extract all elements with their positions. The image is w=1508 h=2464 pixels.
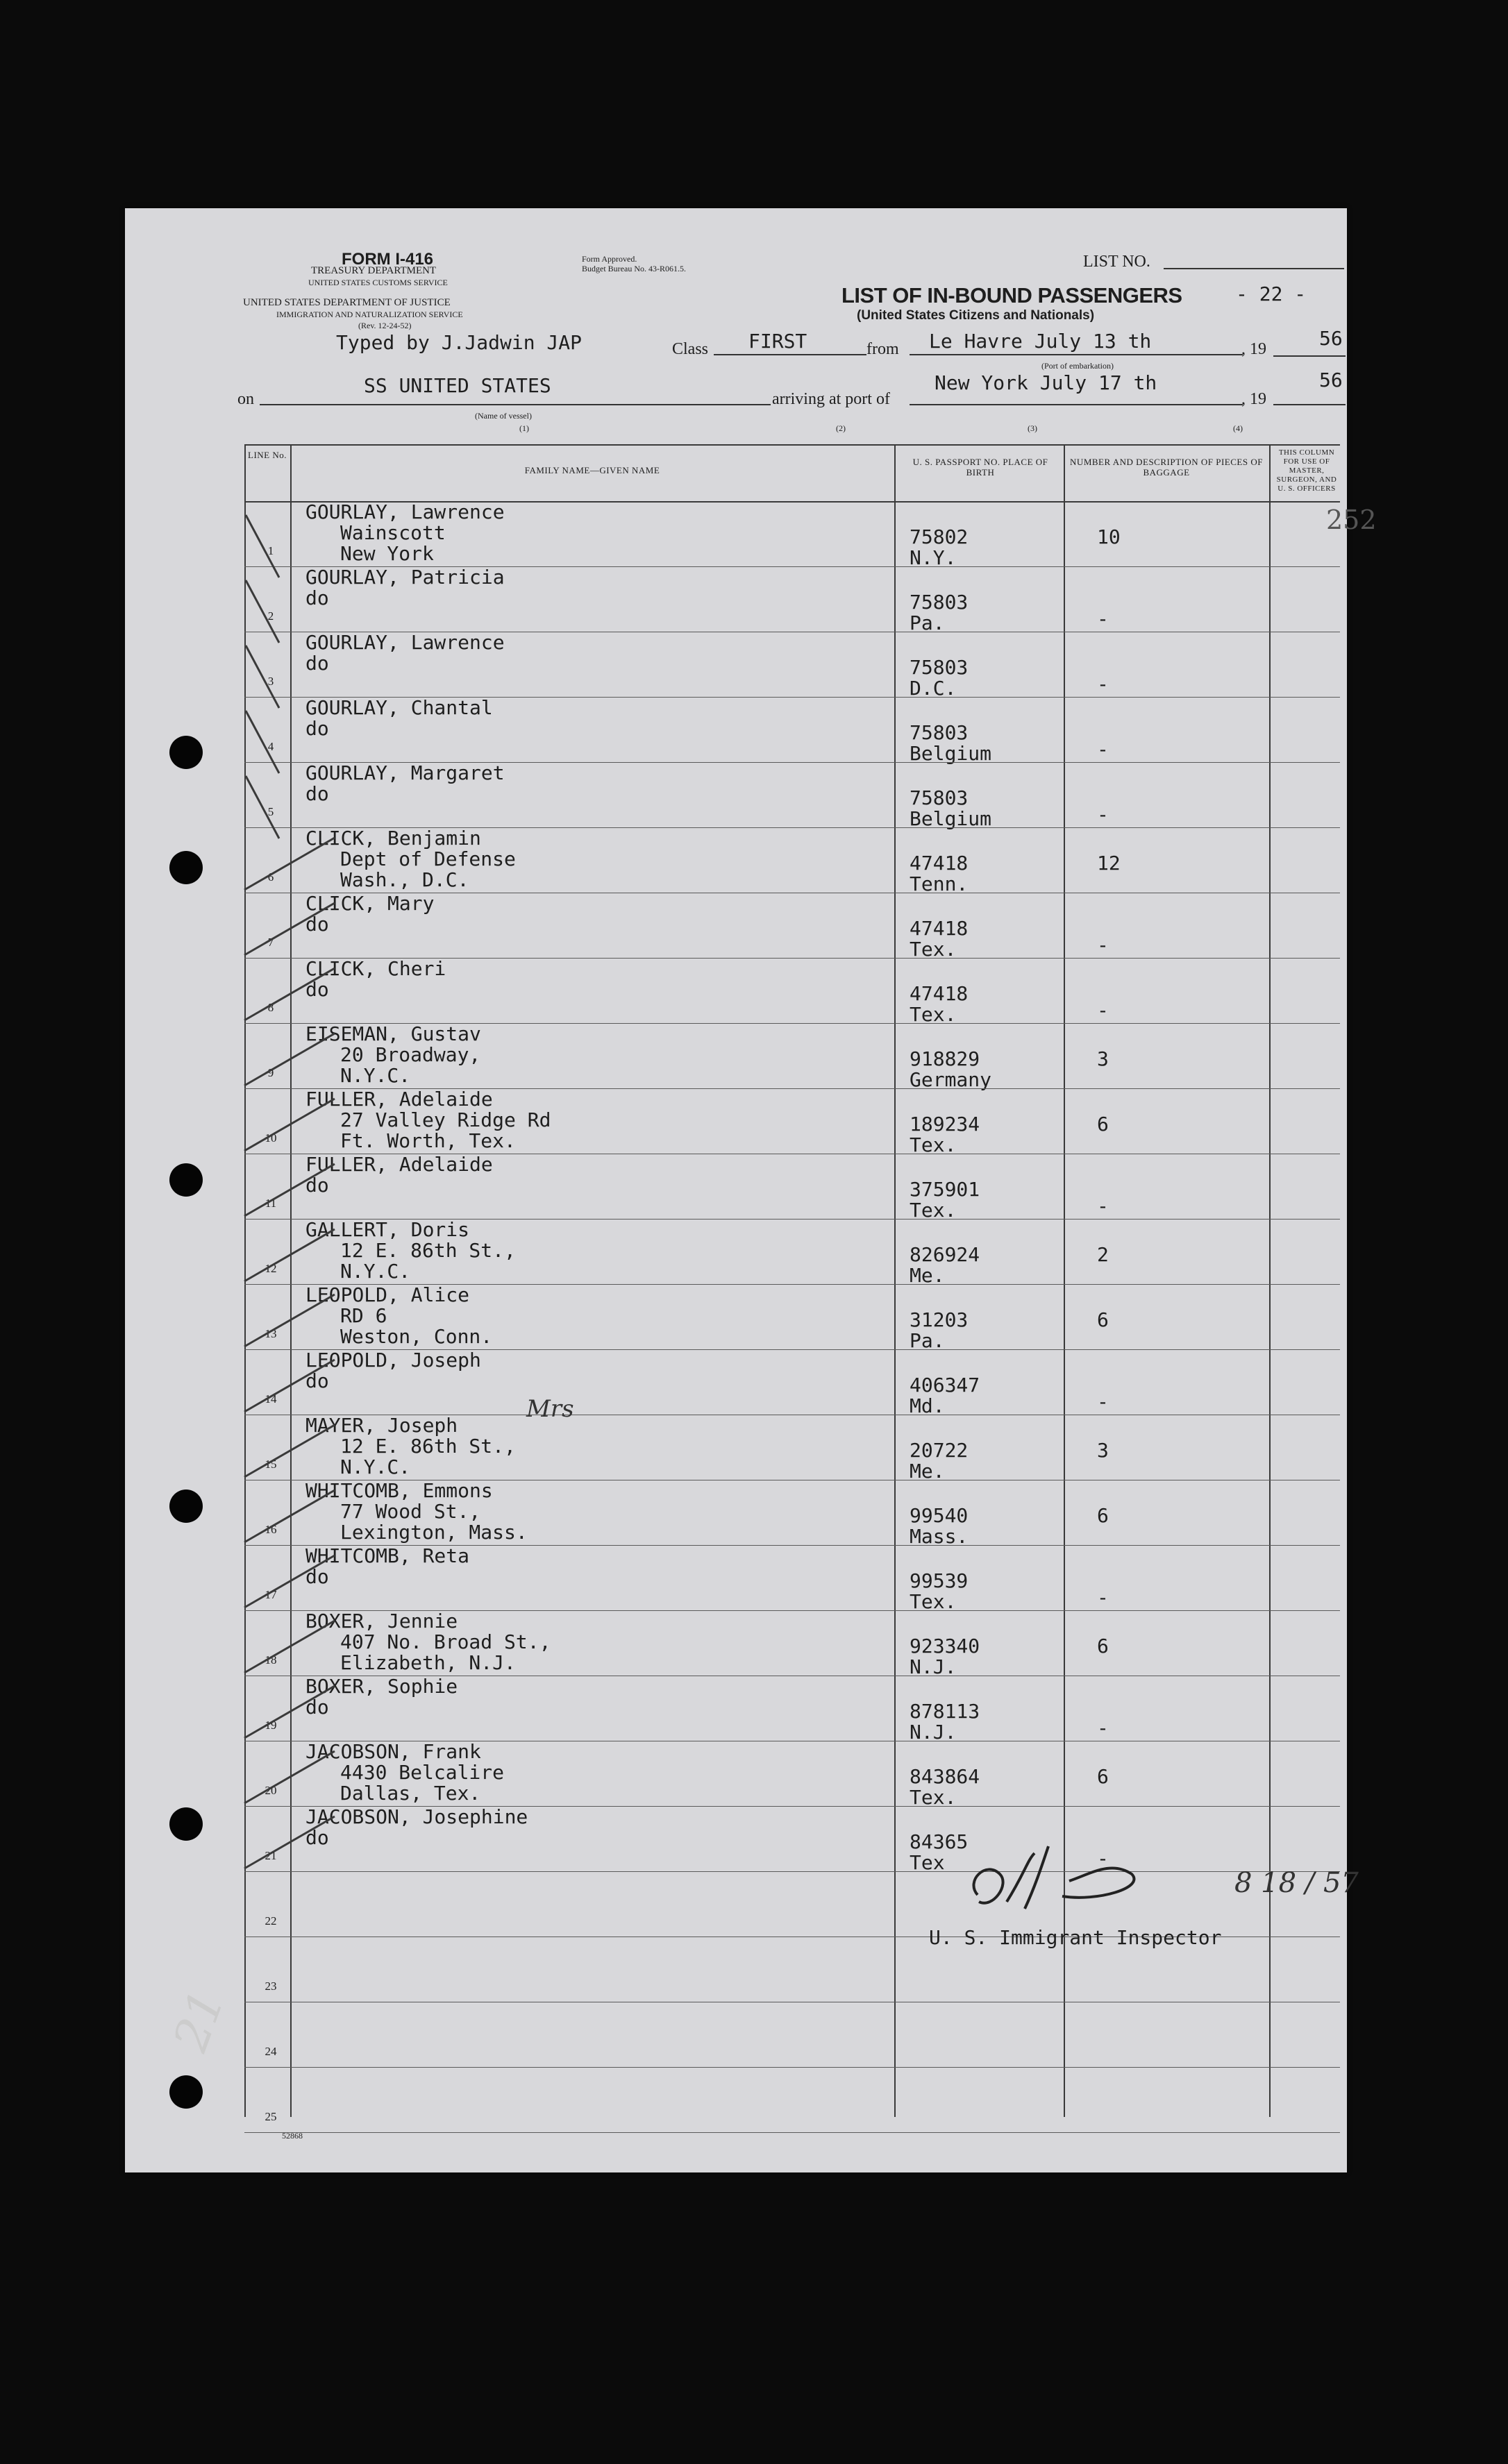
baggage-count: 3 [1097, 1439, 1109, 1462]
place-of-birth: N.Y. [910, 546, 957, 569]
line-number: 19 [265, 1719, 277, 1732]
place-of-birth: Pa. [910, 611, 945, 634]
baggage-count: 2 [1097, 1243, 1109, 1266]
form-number: FORM I-416 [342, 250, 434, 269]
table-row [244, 696, 1340, 765]
passport-number: 923340 [910, 1635, 980, 1657]
table-row [244, 1088, 1340, 1154]
passport-number: 47418 [910, 852, 969, 875]
table-row [244, 631, 1340, 700]
form-code: 52868 [282, 2131, 303, 2141]
place-of-birth: Tex [910, 1851, 945, 1874]
passenger-name: GALLERT, Doris [305, 1218, 470, 1241]
place-of-birth: Belgium [910, 742, 992, 765]
passport-number: 826924 [910, 1243, 980, 1266]
form-approved: Form Approved. [582, 254, 637, 264]
binder-hole [169, 2075, 203, 2109]
port-embarkation-caption: (Port of embarkation) [1041, 361, 1114, 371]
baggage-count: - [1097, 1847, 1109, 1870]
baggage-count: - [1097, 738, 1109, 761]
baggage-count: - [1097, 607, 1109, 630]
budget-bureau: Budget Bureau No. 43-R061.5. [582, 264, 686, 273]
vessel-caption: (Name of vessel) [475, 411, 532, 421]
line-number: 1 [267, 544, 274, 557]
year-prefix-2: , 19 [1241, 390, 1266, 408]
passenger-address-line1: RD 6 [340, 1304, 387, 1327]
table-row [244, 1349, 1340, 1415]
passenger-address-line1: do [305, 1826, 329, 1849]
passenger-address-line2: N.Y.C. [340, 1455, 411, 1478]
passenger-address-line1: Dept of Defense [340, 847, 516, 870]
passenger-address-line1: Wainscott [340, 521, 446, 544]
line-number: 8 [267, 1001, 274, 1014]
line-number: 17 [265, 1588, 277, 1601]
baggage-count: - [1097, 803, 1109, 826]
col-header-name: FAMILY NAME—GIVEN NAME [524, 465, 660, 475]
binder-hole [169, 851, 203, 884]
passport-number: 75802 [910, 525, 969, 548]
baggage-count: 6 [1097, 1504, 1109, 1527]
baggage-count: - [1097, 934, 1109, 956]
passenger-name: JACOBSON, Frank [305, 1740, 481, 1763]
inspector-label: U. S. Immigrant Inspector [929, 1926, 1222, 1949]
col-header-officers: THIS COLUMN FOR USE OF MASTER, SURGEON, AND U. S. OFFICERS [1276, 448, 1337, 493]
line-number: 6 [267, 870, 274, 884]
from-label: from [866, 340, 899, 358]
baggage-count: - [1097, 1586, 1109, 1609]
baggage-count: - [1097, 1195, 1109, 1217]
table-row [244, 1153, 1340, 1222]
passenger-address-line1: 407 No. Broad St., [340, 1630, 551, 1653]
table-row [244, 1544, 1340, 1613]
passenger-name: GOURLAY, Lawrence [305, 500, 505, 523]
passenger-name: CLICK, Cheri [305, 957, 446, 980]
line-number: 9 [267, 1066, 274, 1079]
document-subtitle: (United States Citizens and Nationals) [857, 308, 1095, 323]
table-row [244, 1218, 1340, 1287]
passenger-name: LEOPOLD, Alice [305, 1283, 470, 1306]
binder-hole [169, 736, 203, 769]
department-of-justice: UNITED STATES DEPARTMENT OF JUSTICE [243, 297, 451, 308]
year-value-1: 56 [1319, 327, 1343, 350]
place-of-birth: D.C. [910, 677, 957, 700]
baggage-count: - [1097, 673, 1109, 695]
passenger-name: LEOPOLD, Joseph [305, 1349, 481, 1372]
passport-number: 375901 [910, 1178, 980, 1201]
page-number: - 22 - [1236, 282, 1307, 305]
on-label: on [237, 390, 254, 408]
table-row [244, 957, 1340, 1026]
passport-number: 20722 [910, 1439, 969, 1462]
passenger-name: CLICK, Mary [305, 892, 435, 915]
passenger-address-line1: 4430 Belcalire [340, 1761, 505, 1784]
passenger-name: GOURLAY, Patricia [305, 566, 505, 589]
passport-number: 189234 [910, 1113, 980, 1136]
passenger-address-line2: N.Y.C. [340, 1064, 411, 1087]
place-of-birth: Germany [910, 1068, 992, 1091]
line-number: 20 [265, 1784, 277, 1797]
passenger-address-line2: N.Y.C. [340, 1260, 411, 1283]
year-value-2: 56 [1319, 369, 1343, 391]
passenger-name: FULLER, Adelaide [305, 1153, 493, 1176]
passenger-address-line1: 12 E. 86th St., [340, 1239, 516, 1262]
place-of-birth: N.J. [910, 1721, 957, 1744]
place-of-birth: Me. [910, 1460, 945, 1483]
passenger-address-line1: do [305, 978, 329, 1001]
passenger-name: CLICK, Benjamin [305, 827, 481, 850]
place-of-birth: Tenn. [910, 872, 969, 895]
passenger-address-line1: do [305, 1174, 329, 1197]
passport-number: 99540 [910, 1504, 969, 1527]
passenger-address-line1: do [305, 717, 329, 740]
baggage-count: 6 [1097, 1635, 1109, 1657]
passenger-address-line1: 20 Broadway, [340, 1043, 481, 1066]
mrs-annotation: Mrs [526, 1395, 574, 1423]
passport-number: 75803 [910, 591, 969, 614]
place-of-birth: Belgium [910, 807, 992, 830]
line-number: 23 [265, 1980, 277, 1993]
passport-number: 47418 [910, 982, 969, 1005]
col-header-passport: U. S. PASSPORT NO. PLACE OF BIRTH [912, 457, 1048, 478]
passport-number: 75803 [910, 721, 969, 744]
passenger-name: FULLER, Adelaide [305, 1088, 493, 1111]
ins-service: IMMIGRATION AND NATURALIZATION SERVICE [276, 310, 463, 319]
col-header-baggage: NUMBER AND DESCRIPTION OF PIECES OF BAGGAGE [1070, 457, 1263, 478]
officer-number: 252 [1326, 505, 1377, 535]
table-row [244, 1479, 1340, 1548]
line-number: 18 [265, 1653, 277, 1666]
baggage-count: 12 [1097, 852, 1121, 875]
passenger-address-line2: Wash., D.C. [340, 868, 469, 891]
class-label: Class [672, 340, 709, 358]
line-number: 12 [265, 1262, 277, 1275]
passenger-name: WHITCOMB, Emmons [305, 1479, 493, 1502]
baggage-count: 10 [1097, 525, 1121, 548]
table-row [244, 892, 1340, 961]
passenger-address-line1: do [305, 1696, 329, 1719]
year-prefix-1: , 19 [1241, 340, 1266, 358]
passenger-address-line2: Ft. Worth, Tex. [340, 1129, 516, 1152]
passenger-name: GOURLAY, Lawrence [305, 631, 505, 654]
passport-number: 75803 [910, 656, 969, 679]
row-divider [244, 2132, 1340, 2133]
line-number: 3 [267, 675, 274, 688]
col-number-2: (2) [836, 423, 846, 433]
passenger-address-line1: do [305, 1369, 329, 1392]
passport-number: 31203 [910, 1308, 969, 1331]
baggage-count: 6 [1097, 1308, 1109, 1331]
place-of-birth: Tex. [910, 1786, 957, 1809]
margin-handwritten-number: 21 [163, 1983, 236, 2059]
passport-number: 84365 [910, 1830, 969, 1853]
line-number: 25 [265, 2110, 277, 2123]
table-row [244, 1740, 1340, 1809]
passenger-name: BOXER, Jennie [305, 1610, 458, 1632]
place-of-birth: Tex. [910, 1133, 957, 1156]
binder-hole [169, 1490, 203, 1523]
line-number: 22 [265, 1914, 277, 1927]
line-number: 7 [267, 936, 274, 949]
place-of-birth: Mass. [910, 1525, 969, 1548]
passport-number: 878113 [910, 1700, 980, 1723]
passenger-address-line2: Lexington, Mass. [340, 1521, 528, 1544]
table-row [244, 500, 1377, 569]
binder-hole [169, 1163, 203, 1197]
passenger-manifest-page [125, 208, 1377, 2172]
place-of-birth: Tex. [910, 1199, 957, 1222]
passenger-address-line1: 77 Wood St., [340, 1500, 481, 1523]
table-row [244, 1414, 1340, 1483]
document-title: LIST OF IN-BOUND PASSENGERS [841, 283, 1182, 307]
passport-number: 47418 [910, 917, 969, 940]
passenger-address-line1: do [305, 652, 329, 675]
place-of-birth: Tex. [910, 1003, 957, 1026]
vessel-name[interactable]: SS UNITED STATES [260, 375, 771, 405]
inspection-date-handwritten: 8 18 / 57 [1234, 1867, 1359, 1899]
passenger-name: EISEMAN, Gustav [305, 1022, 481, 1045]
class-value[interactable]: FIRST [714, 330, 866, 355]
passenger-address-line2: Elizabeth, N.J. [340, 1651, 516, 1674]
table-row [244, 761, 1340, 830]
treasury-department: TREASURY DEPARTMENT [311, 265, 437, 276]
baggage-count: 3 [1097, 1047, 1109, 1070]
year-line-1 [1273, 355, 1346, 357]
passenger-name: GOURLAY, Margaret [305, 761, 505, 784]
baggage-count: 6 [1097, 1765, 1109, 1788]
baggage-count: - [1097, 999, 1109, 1022]
customs-service: UNITED STATES CUSTOMS SERVICE [308, 278, 448, 287]
binder-hole [169, 1807, 203, 1841]
line-number: 4 [267, 740, 274, 753]
line-number: 2 [267, 609, 274, 623]
list-no-field[interactable] [1164, 268, 1344, 269]
passport-number: 75803 [910, 786, 969, 809]
col-header-line-no: LINE No. [248, 450, 287, 460]
table-row [244, 1022, 1340, 1091]
table-row [244, 566, 1340, 632]
passenger-address-line2: Dallas, Tex. [340, 1782, 481, 1805]
passenger-name: JACOBSON, Josephine [305, 1805, 528, 1828]
table-row [244, 2067, 1340, 2132]
place-of-birth: Pa. [910, 1329, 945, 1352]
passenger-address-line2: New York [340, 542, 434, 565]
passenger-name: MAYER, Joseph [305, 1414, 458, 1437]
passenger-name: BOXER, Sophie [305, 1675, 458, 1698]
line-number: 21 [265, 1849, 277, 1862]
passport-number: 918829 [910, 1047, 980, 1070]
line-number: 11 [265, 1197, 277, 1210]
passenger-name: WHITCOMB, Reta [305, 1544, 470, 1567]
line-number: 10 [265, 1131, 277, 1145]
from-port-value[interactable]: Le Havre July 13 th [910, 330, 1243, 355]
passenger-address-line1: do [305, 913, 329, 936]
passenger-address-line1: 12 E. 86th St., [340, 1435, 516, 1458]
line-number: 15 [265, 1458, 277, 1471]
baggage-count: 6 [1097, 1113, 1109, 1136]
year-line-2 [1273, 404, 1346, 405]
passenger-address-line1: 27 Valley Ridge Rd [340, 1108, 551, 1131]
place-of-birth: Tex. [910, 1590, 957, 1613]
passenger-address-line1: do [305, 587, 329, 609]
line-number: 14 [265, 1392, 277, 1406]
passport-number: 406347 [910, 1374, 980, 1396]
col-number-1: (1) [519, 423, 529, 433]
passport-number: 99539 [910, 1569, 969, 1592]
col-number-4: (4) [1233, 423, 1243, 433]
table-row [244, 2002, 1340, 2067]
line-number: 5 [267, 805, 274, 818]
passenger-address-line2: Weston, Conn. [340, 1325, 493, 1348]
place-of-birth: Md. [910, 1394, 945, 1417]
passenger-address-line1: do [305, 782, 329, 805]
inspector-signature [958, 1832, 1194, 1936]
revision-date: (Rev. 12-24-52) [358, 321, 412, 330]
line-number: 13 [265, 1327, 277, 1340]
list-no-label: LIST NO. [1083, 253, 1150, 271]
table-row [244, 1675, 1340, 1744]
table-row [244, 1283, 1340, 1352]
passenger-address-line1: do [305, 1565, 329, 1588]
col-number-3: (3) [1028, 423, 1037, 433]
table-row [244, 1610, 1340, 1676]
place-of-birth: N.J. [910, 1655, 957, 1678]
passport-number: 843864 [910, 1765, 980, 1788]
arrival-port-value[interactable]: New York July 17 th [910, 372, 1243, 405]
line-number: 24 [265, 2045, 277, 2058]
baggage-count: - [1097, 1390, 1109, 1413]
typed-by: Typed by J.Jadwin JAP [336, 331, 583, 354]
line-number: 16 [265, 1523, 277, 1536]
place-of-birth: Tex. [910, 938, 957, 961]
table-row [244, 827, 1340, 893]
baggage-count: - [1097, 1716, 1109, 1739]
arriving-label: arriving at port of [772, 390, 890, 408]
passenger-name: GOURLAY, Chantal [305, 696, 493, 719]
place-of-birth: Me. [910, 1264, 945, 1287]
